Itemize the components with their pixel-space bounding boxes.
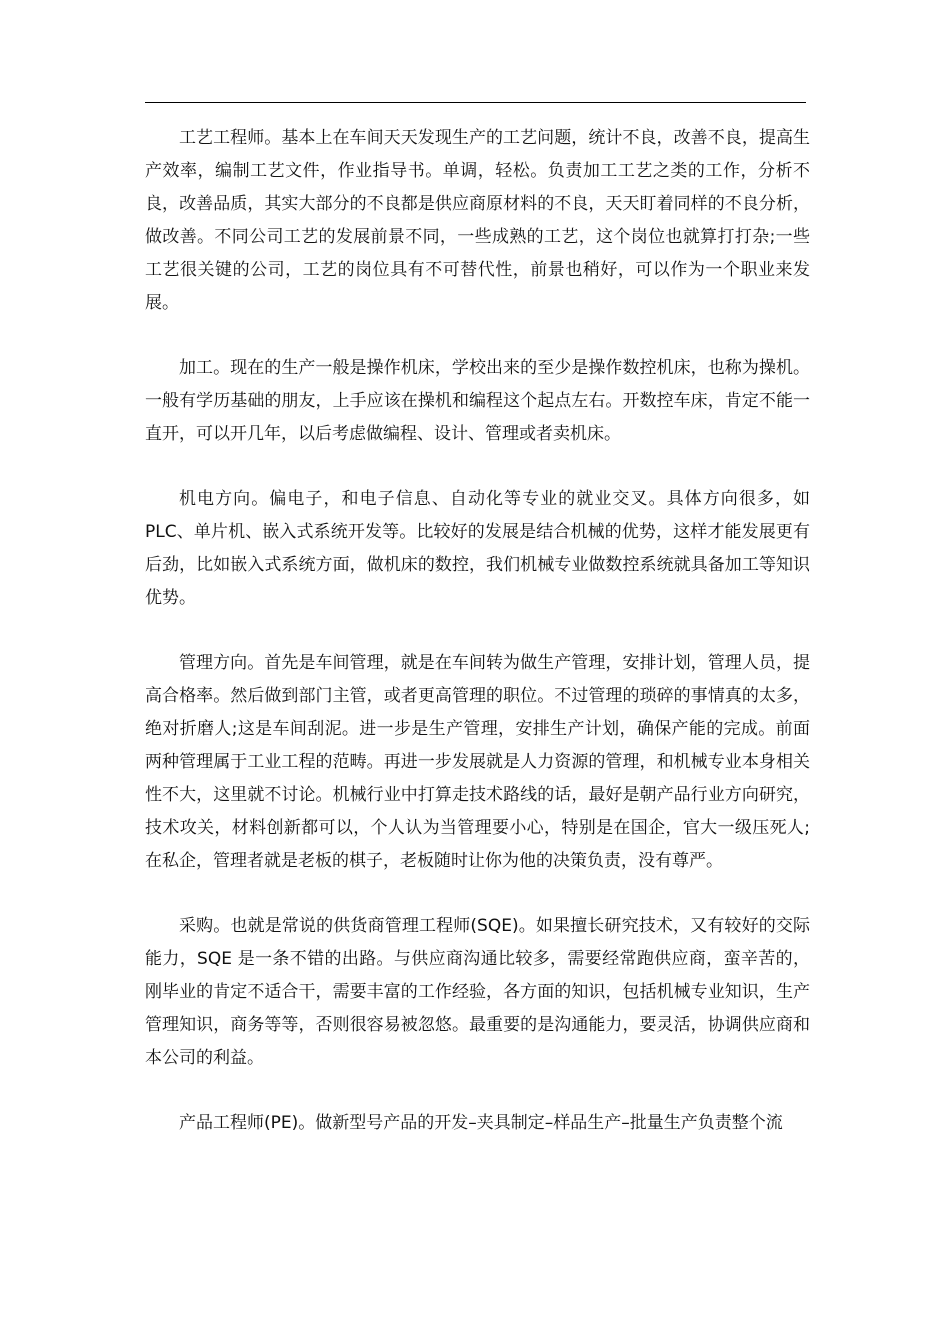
paragraph-purchasing: 采购。也就是常说的供货商管理工程师(SQE)。如果擅长研究技术，又有较好的交际能力，SQE 是一条不错的出路。与供应商沟通比较多，需要经常跑供应商，蛮辛苦的，刚毕业的肯定不适合干，需要丰富的工作经验，各方面的知识，包括机械专业知识，生产管理知识，商务等等，否则很容易被忽悠。最重要的是沟通能力，要灵活，协调供应商和本公司的利益。 xyxy=(145,916,810,1068)
header-rule xyxy=(145,102,806,103)
paragraph-mechatronics: 机电方向。偏电子，和电子信息、自动化等专业的就业交叉。具体方向很多，如 PLC、单片机、嵌入式系统开发等。比较好的发展是结合机械的优势，这样才能发展更有后劲，比如嵌入式系统方面，做机床的数控，我们机械专业做数控系统就具备加工等知识优势。 xyxy=(145,489,810,608)
paragraph-machining: 加工。现在的生产一般是操作机床，学校出来的至少是操作数控机床，也称为操机。一般有学历基础的朋友，上手应该在操机和编程这个起点左右。开数控车床，肯定不能一直开，可以开几年，以后考虑做编程、设计、管理或者卖机床。 xyxy=(145,358,810,444)
document-body xyxy=(145,122,810,1172)
paragraph-management: 管理方向。首先是车间管理，就是在车间转为做生产管理，安排计划，管理人员，提高合格率。然后做到部门主管，或者更高管理的职位。不过管理的琐碎的事情真的太多，绝对折磨人;这是车间刮泥。进一步是生产管理，安排生产计划，确保产能的完成。前面两种管理属于工业工程的范畴。再进一步发展就是人力资源的管理，和机械专业本身相关性不大，这里就不讨论。机械行业中打算走技术路线的话，最好是朝产品行业方向研究，技术攻关，材料创新都可以，个人认为当管理要小心，特别是在国企，官大一级压死人;在私企，管理者就是老板的棋子，老板随时让你为他的决策负责，没有尊严。 xyxy=(145,653,810,871)
paragraph-product-engineer: 产品工程师(PE)。做新型号产品的开发–夹具制定–样品生产–批量生产负责整个流 xyxy=(179,1113,783,1133)
paragraph-process-engineer: 工艺工程师。基本上在车间天天发现生产的工艺问题，统计不良，改善不良，提高生产效率，编制工艺文件，作业指导书。单调，轻松。负责加工工艺之类的工作，分析不良，改善品质，其实大部分的不良都是供应商原材料的不良，天天盯着同样的不良分析，做改善。不同公司工艺的发展前景不同，一些成熟的工艺，这个岗位也就算打打杂;一些工艺很关键的公司，工艺的岗位具有不可替代性，前景也稍好，可以作为一个职业来发展。 xyxy=(145,128,810,313)
